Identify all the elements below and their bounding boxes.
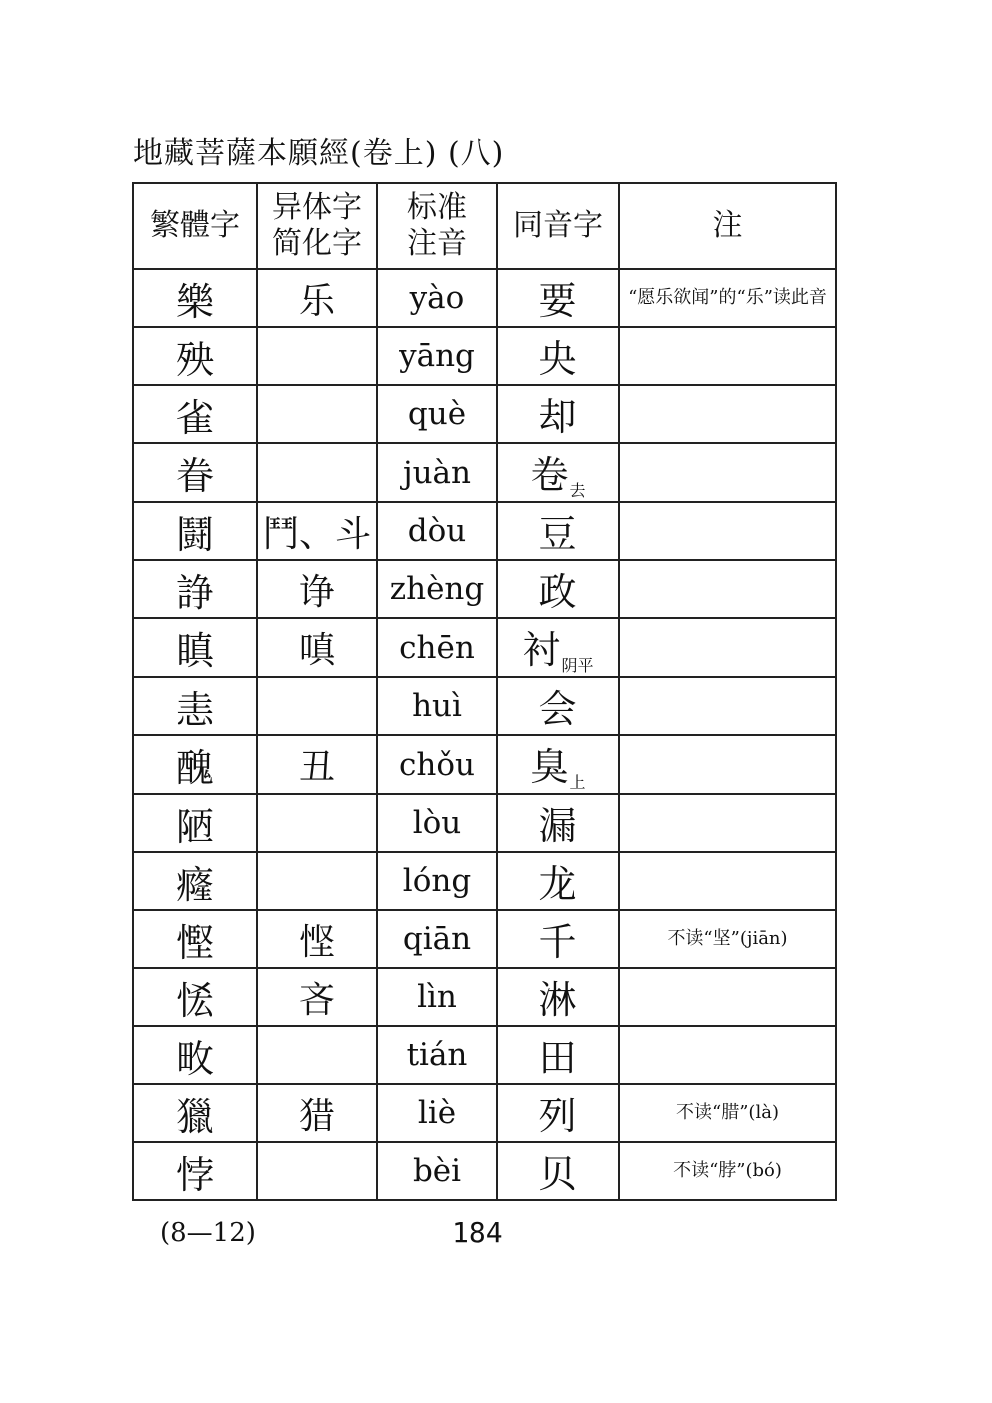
variant-char-cell xyxy=(257,1084,377,1142)
variant-char-cell xyxy=(257,618,377,677)
homophone-char-cell xyxy=(497,327,619,385)
pinyin-cell xyxy=(377,1026,497,1084)
homophone-char: 贝 xyxy=(538,1152,577,1196)
variant-char-cell xyxy=(257,560,377,618)
note-cell xyxy=(619,385,836,443)
page-title: 地藏菩薩本願經(卷上) (八) xyxy=(133,136,505,171)
header-variant-line1: 异体字 xyxy=(272,190,362,225)
traditional-char-cell xyxy=(133,968,257,1026)
header-homophone: 同音字 xyxy=(497,183,619,269)
header-pinyin-line1: 标准 xyxy=(407,190,467,225)
traditional-char: 雀 xyxy=(175,395,214,440)
variant-char-cell xyxy=(257,385,377,443)
table-row xyxy=(133,794,836,852)
traditional-char-cell xyxy=(133,269,257,327)
pinyin-cell xyxy=(377,385,497,443)
pinyin-cell xyxy=(377,852,497,910)
note-cell xyxy=(619,735,836,794)
note: 不读“脖”(bó) xyxy=(673,1160,782,1181)
pinyin-cell xyxy=(377,794,497,852)
header-note: 注 xyxy=(619,183,836,269)
pinyin-cell xyxy=(377,618,497,677)
pinyin: tián xyxy=(406,1037,468,1073)
traditional-char-cell xyxy=(133,735,257,794)
variant-char: 鬥、斗 xyxy=(262,513,371,555)
table-row xyxy=(133,677,836,735)
homophone-char: 千 xyxy=(538,920,577,964)
traditional-char-cell xyxy=(133,618,257,677)
traditional-char-cell xyxy=(133,1026,257,1084)
traditional-char: 獵 xyxy=(175,1094,214,1139)
tone-marker: 阴平 xyxy=(561,656,594,675)
note-cell xyxy=(619,560,836,618)
variant-char: 猎 xyxy=(298,1095,335,1137)
homophone-char-cell xyxy=(497,735,619,794)
table-row xyxy=(133,1142,836,1200)
note-cell xyxy=(619,502,836,560)
homophone-char: 臭 xyxy=(530,745,569,789)
pinyin: lìn xyxy=(417,979,457,1015)
pinyin-cell xyxy=(377,443,497,502)
note-cell xyxy=(619,968,836,1026)
pinyin: què xyxy=(407,396,467,432)
homophone-char: 漏 xyxy=(538,804,577,848)
pinyin-cell xyxy=(377,910,497,968)
note: 不读“坚”(jiān) xyxy=(667,928,788,949)
traditional-char-cell xyxy=(133,1142,257,1200)
pinyin-cell xyxy=(377,968,497,1026)
homophone-char: 豆 xyxy=(538,512,577,556)
traditional-char: 鬪 xyxy=(175,512,214,557)
traditional-char: 陋 xyxy=(175,804,214,849)
traditional-char: 醜 xyxy=(175,746,214,790)
table-body xyxy=(133,269,836,1200)
section-range: (8—12) xyxy=(160,1218,256,1248)
variant-char-cell xyxy=(257,327,377,385)
traditional-char: 癃 xyxy=(175,862,214,907)
note-cell xyxy=(619,443,836,502)
header-pinyin-line2: 注音 xyxy=(407,226,467,261)
homophone-char: 却 xyxy=(538,395,577,439)
pinyin: qiān xyxy=(402,921,472,957)
note-cell xyxy=(619,618,836,677)
pinyin: dòu xyxy=(407,513,467,549)
variant-char-cell xyxy=(257,910,377,968)
homophone-char: 卷 xyxy=(530,453,569,497)
homophone-char-cell xyxy=(497,269,619,327)
homophone-char: 政 xyxy=(538,570,577,614)
table-row xyxy=(133,910,836,968)
homophone-char-cell xyxy=(497,1026,619,1084)
table-row xyxy=(133,1026,836,1084)
header-pinyin xyxy=(377,183,497,269)
homophone-char: 央 xyxy=(538,337,577,381)
homophone-char: 淋 xyxy=(538,978,577,1022)
variant-char: 吝 xyxy=(298,979,335,1021)
traditional-char: 恡 xyxy=(175,978,214,1023)
table-row xyxy=(133,618,836,677)
table-row xyxy=(133,1084,836,1142)
variant-char: 丑 xyxy=(298,747,335,788)
traditional-char: 瞋 xyxy=(175,629,214,673)
pinyin: yào xyxy=(409,280,465,316)
note-cell xyxy=(619,910,836,968)
variant-char-cell xyxy=(257,735,377,794)
traditional-char-cell xyxy=(133,327,257,385)
table-row xyxy=(133,560,836,618)
traditional-char: 眷 xyxy=(175,454,214,498)
pinyin: liè xyxy=(417,1095,457,1131)
homophone-char-cell xyxy=(497,852,619,910)
traditional-char: 樂 xyxy=(175,279,214,324)
pinyin-cell xyxy=(377,269,497,327)
traditional-char: 畋 xyxy=(175,1036,214,1081)
homophone-char-cell xyxy=(497,618,619,677)
variant-char-cell xyxy=(257,794,377,852)
tone-marker: 去 xyxy=(569,481,586,500)
page-number: 184 xyxy=(452,1216,503,1249)
traditional-char-cell xyxy=(133,852,257,910)
note: “愿乐欲闻”的“乐”读此音 xyxy=(628,287,827,308)
homophone-char-cell xyxy=(497,1142,619,1200)
homophone-char-cell xyxy=(497,910,619,968)
note: 不读“腊”(là) xyxy=(676,1102,779,1123)
note-cell xyxy=(619,852,836,910)
traditional-char: 慳 xyxy=(175,920,214,965)
pinyin-cell xyxy=(377,327,497,385)
table-row xyxy=(133,269,836,327)
table-header-row xyxy=(133,183,836,269)
pinyin: zhèng xyxy=(389,571,485,607)
note-cell xyxy=(619,269,836,327)
traditional-char-cell xyxy=(133,443,257,502)
traditional-char: 恚 xyxy=(175,687,214,732)
traditional-char-cell xyxy=(133,385,257,443)
homophone-char: 会 xyxy=(538,687,577,731)
pinyin-cell xyxy=(377,560,497,618)
traditional-char-cell xyxy=(133,677,257,735)
variant-char-cell xyxy=(257,269,377,327)
pinyin: yāng xyxy=(399,338,475,374)
variant-char: 悭 xyxy=(298,921,335,963)
pinyin-cell xyxy=(377,1084,497,1142)
homophone-char: 要 xyxy=(538,279,577,323)
variant-char-cell xyxy=(257,443,377,502)
traditional-char-cell xyxy=(133,794,257,852)
homophone-char: 衬 xyxy=(522,628,561,672)
traditional-char: 悖 xyxy=(175,1152,214,1197)
homophone-char-cell xyxy=(497,968,619,1026)
table-row xyxy=(133,385,836,443)
table-row xyxy=(133,327,836,385)
pinyin-cell xyxy=(377,677,497,735)
homophone-char: 列 xyxy=(538,1094,577,1138)
note-cell xyxy=(619,1026,836,1084)
pinyin-cell xyxy=(377,735,497,794)
variant-char: 嗔 xyxy=(298,630,335,671)
variant-char-cell xyxy=(257,1142,377,1200)
traditional-char-cell xyxy=(133,560,257,618)
homophone-char-cell xyxy=(497,1084,619,1142)
traditional-char-cell xyxy=(133,1084,257,1142)
header-traditional: 繁體字 xyxy=(133,183,257,269)
tone-marker: 上 xyxy=(569,773,586,792)
homophone-char-cell xyxy=(497,385,619,443)
note-cell xyxy=(619,1084,836,1142)
table-row xyxy=(133,443,836,502)
pronunciation-table xyxy=(132,182,837,1201)
variant-char-cell xyxy=(257,968,377,1026)
pinyin-cell xyxy=(377,1142,497,1200)
homophone-char-cell xyxy=(497,677,619,735)
pinyin: chǒu xyxy=(399,746,475,783)
pinyin: juàn xyxy=(402,454,472,491)
pinyin: lòu xyxy=(412,805,462,841)
homophone-char-cell xyxy=(497,560,619,618)
note-cell xyxy=(619,327,836,385)
pinyin-cell xyxy=(377,502,497,560)
note-cell xyxy=(619,677,836,735)
variant-char-cell xyxy=(257,852,377,910)
homophone-char-cell xyxy=(497,794,619,852)
table-row xyxy=(133,735,836,794)
variant-char: 诤 xyxy=(298,571,335,613)
traditional-char-cell xyxy=(133,502,257,560)
note-cell xyxy=(619,794,836,852)
table-row xyxy=(133,502,836,560)
homophone-char: 田 xyxy=(538,1036,577,1080)
variant-char-cell xyxy=(257,502,377,560)
homophone-char-cell xyxy=(497,443,619,502)
variant-char-cell xyxy=(257,677,377,735)
pinyin: chēn xyxy=(399,629,475,666)
header-variant xyxy=(257,183,377,269)
pinyin: huì xyxy=(412,688,462,724)
homophone-char-cell xyxy=(497,502,619,560)
traditional-char: 諍 xyxy=(175,570,214,615)
traditional-char-cell xyxy=(133,910,257,968)
homophone-char: 龙 xyxy=(538,862,577,906)
variant-char-cell xyxy=(257,1026,377,1084)
pinyin: lóng xyxy=(402,863,472,899)
table-row xyxy=(133,968,836,1026)
note-cell xyxy=(619,1142,836,1200)
pinyin: bèi xyxy=(412,1153,462,1189)
traditional-char: 殃 xyxy=(175,337,214,382)
table-row xyxy=(133,852,836,910)
variant-char: 乐 xyxy=(298,280,335,322)
header-variant-line2: 简化字 xyxy=(272,226,362,261)
